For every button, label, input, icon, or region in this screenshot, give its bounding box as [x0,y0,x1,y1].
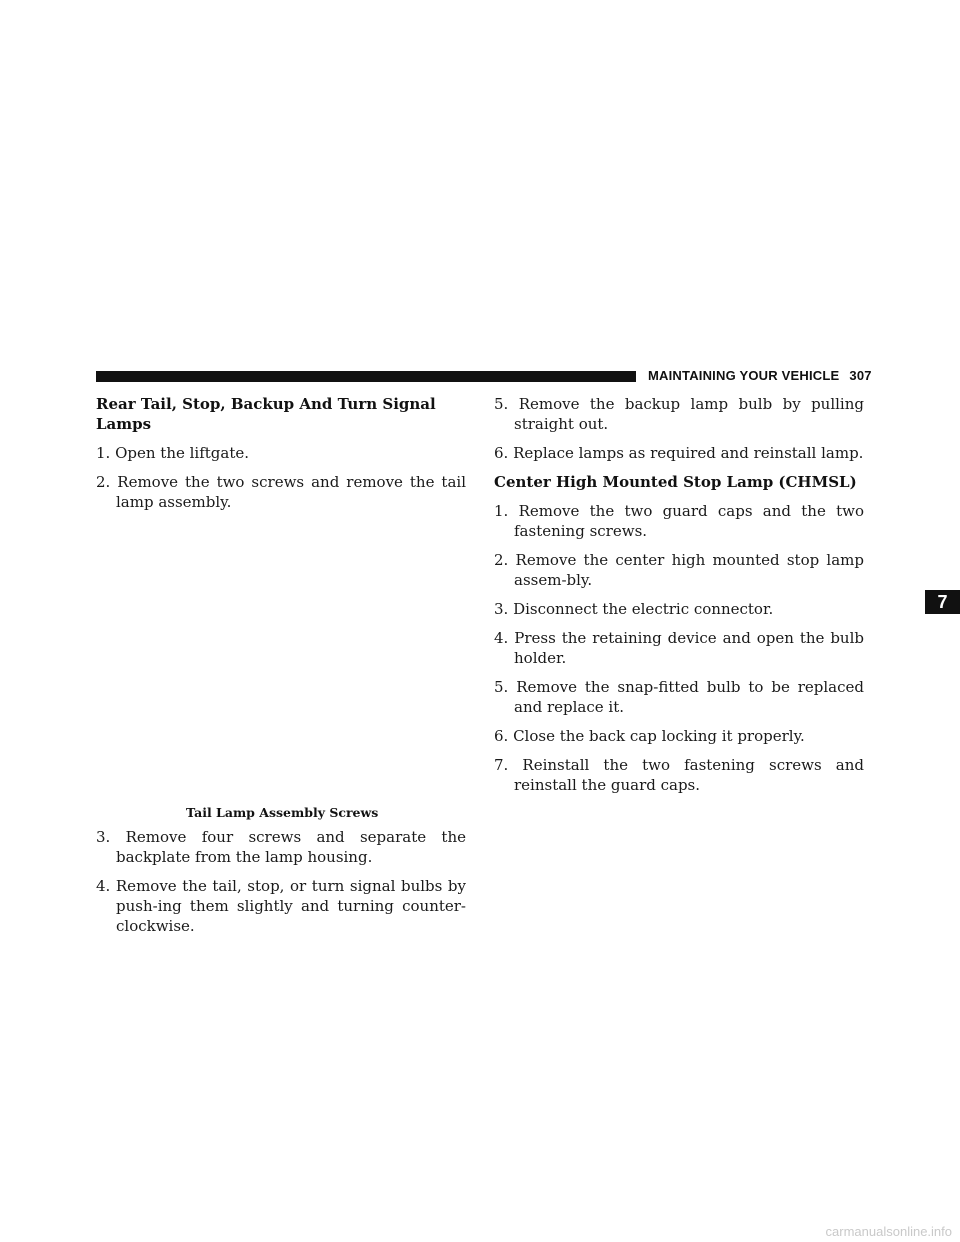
step-item: 2. Remove the center high mounted stop lamp assem-bly. [494,551,864,589]
right-column [494,394,864,804]
step-item: 1. Remove the two guard caps and the two fastening screws. [494,502,864,540]
figure-caption: Tail Lamp Assembly Screws [186,805,379,820]
header-rule [96,371,636,382]
section-heading-chmsl: Center High Mounted Stop Lamp (CHMSL) [494,473,857,491]
step-item: 4. Press the retaining device and open the bulb holder. [494,629,864,667]
chapter-tab: 7 [925,590,960,614]
step-item: 3. Disconnect the electric connector. [494,600,774,618]
section-title: MAINTAINING YOUR VEHICLE [648,368,840,383]
running-header [648,368,872,383]
step-item: 1. Open the liftgate. [96,444,250,462]
step-item: 5. Remove the backup lamp bulb by pulling straight out. [494,395,864,433]
left-column [96,394,466,945]
page-number: 307 [849,368,872,383]
section-heading-rear-lamps: Rear Tail, Stop, Backup And Turn Signal Lamps [96,395,436,433]
step-item: 2. Remove the two screws and remove the tail lamp assembly. [96,473,466,511]
step-item: 4. Remove the tail, stop, or turn signal bulbs by push-ing them slightly and turning counter-clockwise. [96,877,466,935]
step-item: 7. Reinstall the two fastening screws and reinstall the guard caps. [494,756,864,794]
step-item: 6. Replace lamps as required and reinstall lamp. [494,444,864,462]
watermark: carmanualsonline.info [825,1224,952,1239]
step-item: 6. Close the back cap locking it properly. [494,727,805,745]
figure-tail-lamp [96,521,466,821]
step-item: 3. Remove four screws and separate the backplate from the lamp housing. [96,828,466,866]
step-item: 5. Remove the snap-fitted bulb to be replaced and replace it. [494,678,864,716]
